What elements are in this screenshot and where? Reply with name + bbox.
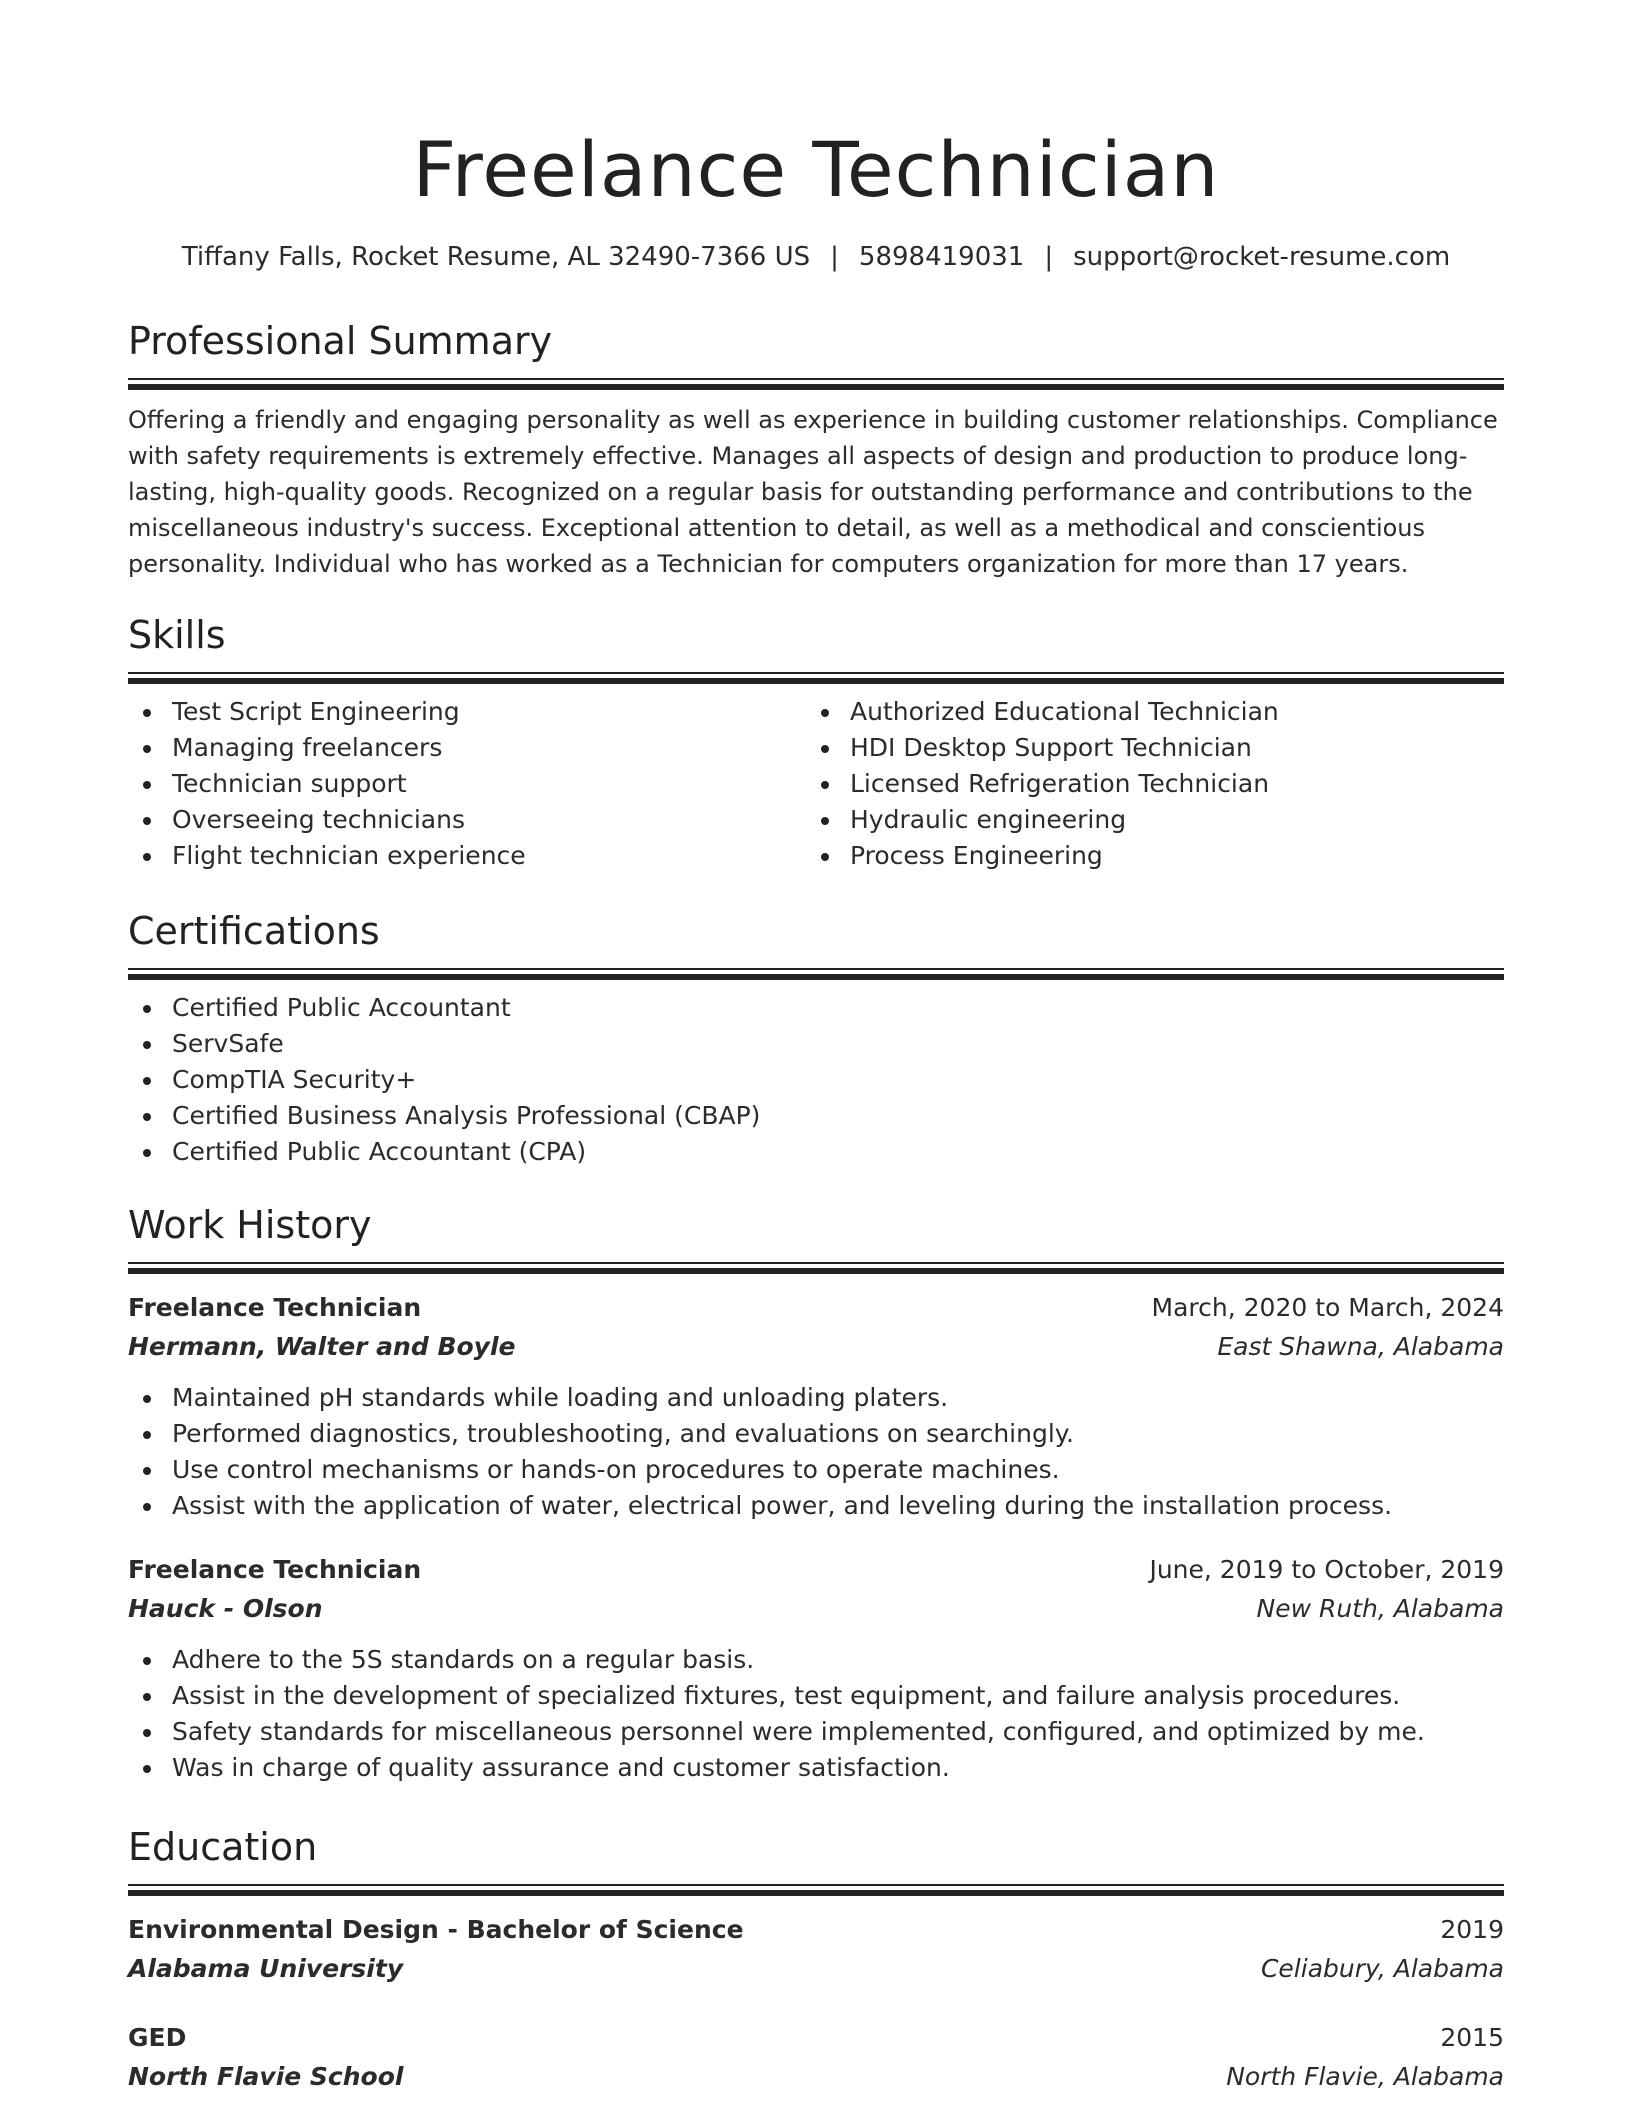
separator: | bbox=[1044, 242, 1054, 272]
job-bullet: Safety standards for miscellaneous personnel were implemented, configured, and optimized by me. bbox=[128, 1714, 1504, 1750]
job-dates: March, 2020 to March, 2024 bbox=[1151, 1293, 1504, 1322]
certification-item: Certified Public Accountant (CPA) bbox=[128, 1134, 1504, 1170]
skill-item: Licensed Refrigeration Technician bbox=[806, 766, 1484, 802]
job-subheader bbox=[128, 1328, 1504, 1366]
education-entry bbox=[128, 1910, 1504, 1988]
graduation-year: 2015 bbox=[1440, 2023, 1504, 2052]
education-entry bbox=[128, 2018, 1504, 2096]
phone: 5898419031 bbox=[858, 242, 1025, 272]
certification-item: CompTIA Security+ bbox=[128, 1062, 1504, 1098]
section-divider bbox=[128, 672, 1504, 684]
job-subheader bbox=[128, 1590, 1504, 1628]
section-divider bbox=[128, 378, 1504, 390]
skills-columns bbox=[128, 684, 1504, 874]
section-title: Certifications bbox=[128, 909, 380, 953]
section-title: Skills bbox=[128, 613, 226, 657]
job-bullet: Performed diagnostics, troubleshooting, and evaluations on searchingly. bbox=[128, 1416, 1504, 1452]
skill-item: Flight technician experience bbox=[128, 838, 806, 874]
degree: Environmental Design - Bachelor of Science bbox=[128, 1915, 744, 1944]
education-header bbox=[128, 2018, 1504, 2058]
skill-item: Process Engineering bbox=[806, 838, 1484, 874]
skill-item: Managing freelancers bbox=[128, 730, 806, 766]
section-divider bbox=[128, 968, 1504, 980]
job-location: East Shawna, Alabama bbox=[1217, 1332, 1504, 1361]
education-header bbox=[128, 1910, 1504, 1950]
skills-right-column bbox=[806, 684, 1484, 874]
skills-section bbox=[128, 610, 1504, 874]
job-entry bbox=[128, 1288, 1504, 1524]
school-name: North Flavie School bbox=[128, 2062, 404, 2091]
skill-item: Hydraulic engineering bbox=[806, 802, 1484, 838]
school-location: Celiabury, Alabama bbox=[1260, 1954, 1504, 1983]
school-name: Alabama University bbox=[128, 1954, 404, 1983]
job-entry bbox=[128, 1550, 1504, 1786]
work-history-section bbox=[128, 1200, 1504, 1786]
skill-item: Technician support bbox=[128, 766, 806, 802]
section-title: Work History bbox=[128, 1203, 372, 1247]
section-title: Professional Summary bbox=[128, 319, 553, 363]
skills-left-column bbox=[128, 684, 806, 874]
job-bullet: Maintained pH standards while loading and unloading platers. bbox=[128, 1380, 1504, 1416]
section-divider bbox=[128, 1884, 1504, 1896]
separator: | bbox=[830, 242, 839, 272]
section-title: Education bbox=[128, 1825, 318, 1869]
job-bullet: Assist in the development of specialized fixtures, test equipment, and failure analysis procedures. bbox=[128, 1678, 1504, 1714]
education-section bbox=[128, 1822, 1504, 2096]
job-company: Hauck - Olson bbox=[128, 1594, 323, 1623]
summary-text: Offering a friendly and engaging personality as well as experience in building customer relationships. Compliance with safety requirements is extremely effective. Manages all aspects of design and production to produce long-lasting, high-quality goods. Recognized on a regular basis for outstanding performance and contributions to the miscellaneous industry's success. Exceptional attention to detail, as well as a methodical and conscientious personality. Individual who has worked as a Technician for computers organization for more than 17 years. bbox=[128, 406, 1498, 578]
degree: GED bbox=[128, 2023, 187, 2052]
education-subheader bbox=[128, 2058, 1504, 2096]
certification-item: Certified Business Analysis Professional (CBAP) bbox=[128, 1098, 1504, 1134]
job-title: Freelance Technician bbox=[128, 1555, 422, 1584]
job-location: New Ruth, Alabama bbox=[1256, 1594, 1504, 1623]
address: Tiffany Falls, Rocket Resume, AL 32490-7366 US bbox=[181, 242, 811, 272]
school-location: North Flavie, Alabama bbox=[1226, 2062, 1504, 2091]
job-dates: June, 2019 to October, 2019 bbox=[1149, 1555, 1504, 1584]
job-bullet: Adhere to the 5S standards on a regular basis. bbox=[128, 1642, 1504, 1678]
skill-item: HDI Desktop Support Technician bbox=[806, 730, 1484, 766]
candidate-name: Freelance Technician bbox=[412, 125, 1220, 214]
certification-item: Certified Public Accountant bbox=[128, 990, 1504, 1026]
job-bullet: Assist with the application of water, electrical power, and leveling during the installation process. bbox=[128, 1488, 1504, 1524]
contact-line bbox=[128, 237, 1504, 277]
job-header bbox=[128, 1550, 1504, 1590]
certification-item: ServSafe bbox=[128, 1026, 1504, 1062]
skill-item: Test Script Engineering bbox=[128, 694, 806, 730]
job-company: Hermann, Walter and Boyle bbox=[128, 1332, 516, 1361]
section-divider bbox=[128, 1262, 1504, 1274]
job-bullet: Was in charge of quality assurance and customer satisfaction. bbox=[128, 1750, 1504, 1786]
certifications-section bbox=[128, 906, 1504, 1170]
email[interactable]: support@rocket-resume.com bbox=[1073, 242, 1451, 272]
job-title: Freelance Technician bbox=[128, 1293, 422, 1322]
job-header bbox=[128, 1288, 1504, 1328]
skill-item: Authorized Educational Technician bbox=[806, 694, 1484, 730]
graduation-year: 2019 bbox=[1440, 1915, 1504, 1944]
summary-section bbox=[128, 316, 1504, 582]
education-subheader bbox=[128, 1950, 1504, 1988]
job-bullet: Use control mechanisms or hands-on procedures to operate machines. bbox=[128, 1452, 1504, 1488]
skill-item: Overseeing technicians bbox=[128, 802, 806, 838]
